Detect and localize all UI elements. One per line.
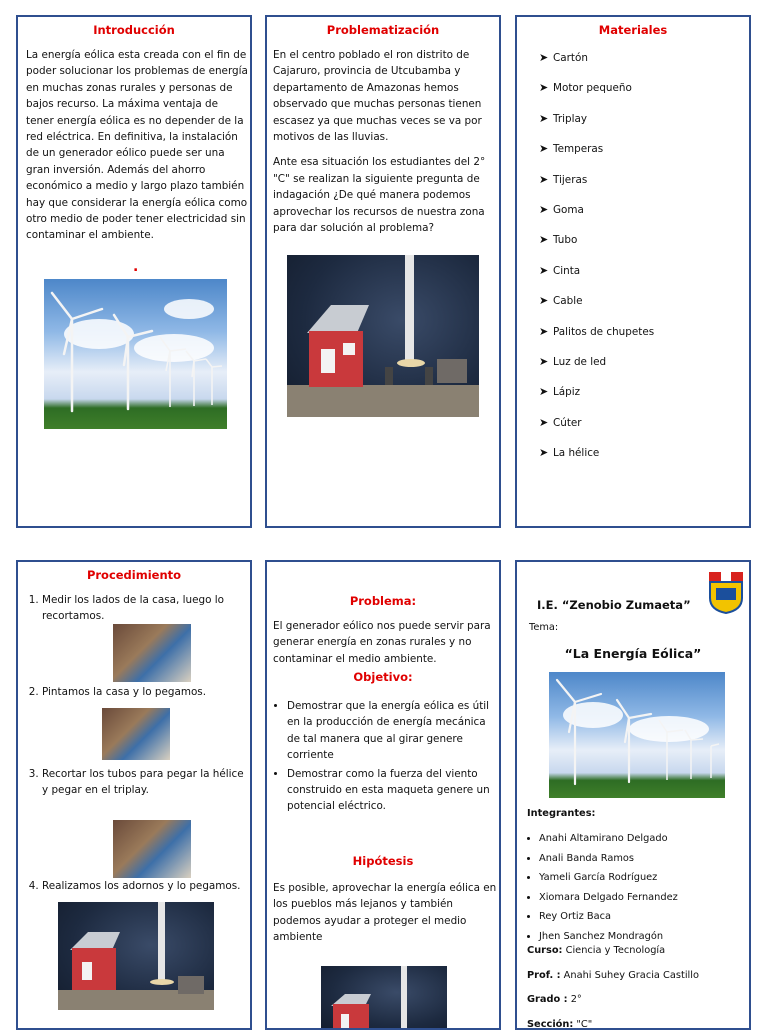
material-label: Triplay <box>553 112 587 125</box>
problematizacion-panel <box>265 15 501 528</box>
material-label: Cúter <box>553 416 582 429</box>
material-label: Cable <box>553 295 583 308</box>
procedimiento-step: 3. Recortar los tubos para pegar la hélice y pegar en el triplay. <box>42 766 248 798</box>
step3-photo <box>113 820 191 878</box>
intro-dot: . <box>133 259 139 275</box>
arrow-bullet-icon: ➤ <box>539 415 549 429</box>
problema-title: Problema: <box>349 594 417 608</box>
prof-label: Prof. : <box>527 970 561 981</box>
hipotesis-body: Es posible, aprovechar la energía eólica en los pueblos más lejanos y también podemos ayudar a proteger el medio ambiente <box>273 882 497 944</box>
materiales-title: Materiales <box>598 23 668 37</box>
integrante-item: • Anahi Altamirano Delgado <box>539 830 751 848</box>
procedimiento-steps <box>24 592 248 624</box>
curso-value: Ciencia y Tecnología <box>565 945 666 956</box>
hipotesis-title: Hipótesis <box>352 854 414 868</box>
model-photo <box>287 255 479 417</box>
problema-panel <box>265 560 501 1030</box>
intro-body: La energía eólica esta creada con el fin de poder solucionar los problemas de energía en muchas zonas rurales y personas de bajos recurso. La máxima ventaja de tener energía eólica es no depender de la red eléctrica. En definitiva, la instalación de un generador eólico puede ser una gran inversión. Además del ahorro económico a medio y largo plazo también hay que considerar la energía eólica como otro medio de poder tener electricidad sin contaminar el ambiente. <box>26 49 248 242</box>
curso-line <box>527 942 665 960</box>
grado-label: Grado : <box>527 994 568 1005</box>
problema-body: El generador eólico nos puede servir para generar energía en zonas rurales y no contaminar el medio ambiente. <box>273 620 491 665</box>
arrow-bullet-icon: ➤ <box>539 203 549 216</box>
arrow-bullet-icon: ➤ <box>539 294 549 308</box>
material-label: Cartón <box>553 52 588 64</box>
seccion-line <box>527 1016 592 1030</box>
objetivo-item: • Demostrar como la fuerza del viento construido en esta maqueta genere un potencial eléctrico. <box>287 766 497 815</box>
grado-value: 2° <box>570 994 582 1005</box>
integrante-item: • Yameli García Rodríguez <box>539 869 751 887</box>
material-label: Temperas <box>553 143 604 156</box>
material-label: Tubo <box>553 234 578 247</box>
integrante-item: • Rey Ortiz Baca <box>539 908 751 926</box>
step1-photo <box>113 624 191 682</box>
arrow-bullet-icon: ➤ <box>539 111 549 125</box>
material-item <box>539 233 577 247</box>
prof-value: Anahi Suhey Gracia Castillo <box>563 970 699 981</box>
seccion-label: Sección: <box>527 1019 574 1030</box>
hipotesis-photo <box>321 966 447 1030</box>
material-item <box>539 173 587 187</box>
arrow-bullet-icon: ➤ <box>539 142 549 156</box>
objetivo-title: Objetivo: <box>353 670 413 684</box>
materiales-panel <box>515 15 751 528</box>
integrantes-list <box>517 830 751 948</box>
arrow-bullet-icon: ➤ <box>539 233 549 247</box>
material-item <box>539 112 587 126</box>
procedimiento-title: Procedimiento <box>86 568 182 582</box>
arrow-bullet-icon: ➤ <box>539 51 549 64</box>
material-label: Goma <box>553 204 584 216</box>
problematizacion-title: Problematización <box>326 23 440 37</box>
procedimiento-panel <box>16 560 252 1030</box>
material-item <box>539 264 580 278</box>
material-label: Cinta <box>553 264 581 277</box>
material-item <box>539 325 654 339</box>
arrow-bullet-icon: ➤ <box>539 263 549 277</box>
procedimiento-step: 2. Pintamos la casa y lo pegamos. <box>42 684 248 700</box>
grado-line <box>527 991 582 1009</box>
curso-label: Curso: <box>527 945 563 956</box>
tema-title: “La Energía Eólica” <box>564 646 702 661</box>
prof-line <box>527 967 699 985</box>
arrow-bullet-icon: ➤ <box>539 172 549 186</box>
intro-title: Introducción <box>93 23 175 37</box>
material-label: La hélice <box>553 447 600 460</box>
school-shield-icon <box>707 570 745 614</box>
material-label: Palitos de chupetes <box>553 325 655 338</box>
objetivo-item: • Demostrar que la energía eólica es útil en la producción de energía mecánica de tal manera que al girar genere corriente <box>287 698 497 764</box>
intro-panel <box>16 15 252 528</box>
arrow-bullet-icon: ➤ <box>539 324 549 338</box>
tema-label: Tema: <box>529 622 559 633</box>
procedimiento-step: 1. Medir los lados de la casa, luego lo recortamos. <box>42 592 248 624</box>
material-item <box>539 142 603 156</box>
material-item <box>539 51 588 65</box>
material-item <box>539 355 606 369</box>
material-item <box>539 294 583 308</box>
wind-turbine-icon <box>44 279 227 429</box>
integrantes-label: Integrantes: <box>527 808 596 819</box>
portada-wind-farm-photo <box>549 672 725 798</box>
material-item <box>539 446 599 460</box>
step4-photo <box>58 902 214 1010</box>
arrow-bullet-icon: ➤ <box>539 355 549 368</box>
integrante-item: • Anali Banda Ramos <box>539 850 751 868</box>
material-label: Luz de led <box>553 356 607 368</box>
integrante-item: • Jhen Sanchez Mondragón <box>539 928 751 946</box>
integrante-item: • Xiomara Delgado Fernandez <box>539 889 751 907</box>
school-name: I.E. “Zenobio Zumaeta” <box>537 598 691 612</box>
material-label: Lápiz <box>553 386 581 399</box>
arrow-bullet-icon: ➤ <box>539 385 549 399</box>
step2-photo <box>102 708 170 760</box>
material-label: Motor pequeño <box>553 82 632 95</box>
wind-farm-photo <box>44 279 227 429</box>
house-model-icon <box>287 255 479 417</box>
house-model-icon <box>321 966 447 1030</box>
material-item <box>539 203 584 217</box>
problematizacion-body <box>273 47 497 245</box>
house-model-icon <box>58 902 214 1010</box>
material-label: Tijeras <box>553 173 588 186</box>
material-item <box>539 416 582 430</box>
procedimiento-step: 4. Realizamos los adornos y lo pegamos. <box>42 878 248 894</box>
portada-panel <box>515 560 751 1030</box>
material-item <box>539 81 632 95</box>
objetivo-list <box>271 698 497 815</box>
arrow-bullet-icon: ➤ <box>539 81 549 95</box>
arrow-bullet-icon: ➤ <box>539 446 549 460</box>
material-item <box>539 385 580 399</box>
problematizacion-p2: Ante esa situación los estudiantes del 2° "C" se realizan la siguiente pregunta de indagación ¿De qué manera podemos aprovechar los recursos de nuestra zona para dar solución al problema? <box>273 156 486 235</box>
problematizacion-p1: En el centro poblado el ron distrito de Cajaruro, provincia de Utcubamba y departamento de Amazonas hemos observado que muchas personas tienen escasez ya que muchas veces se va por motivos de las lluvias. <box>273 49 482 144</box>
seccion-value: "C" <box>576 1019 593 1030</box>
wind-turbine-icon <box>549 672 725 798</box>
